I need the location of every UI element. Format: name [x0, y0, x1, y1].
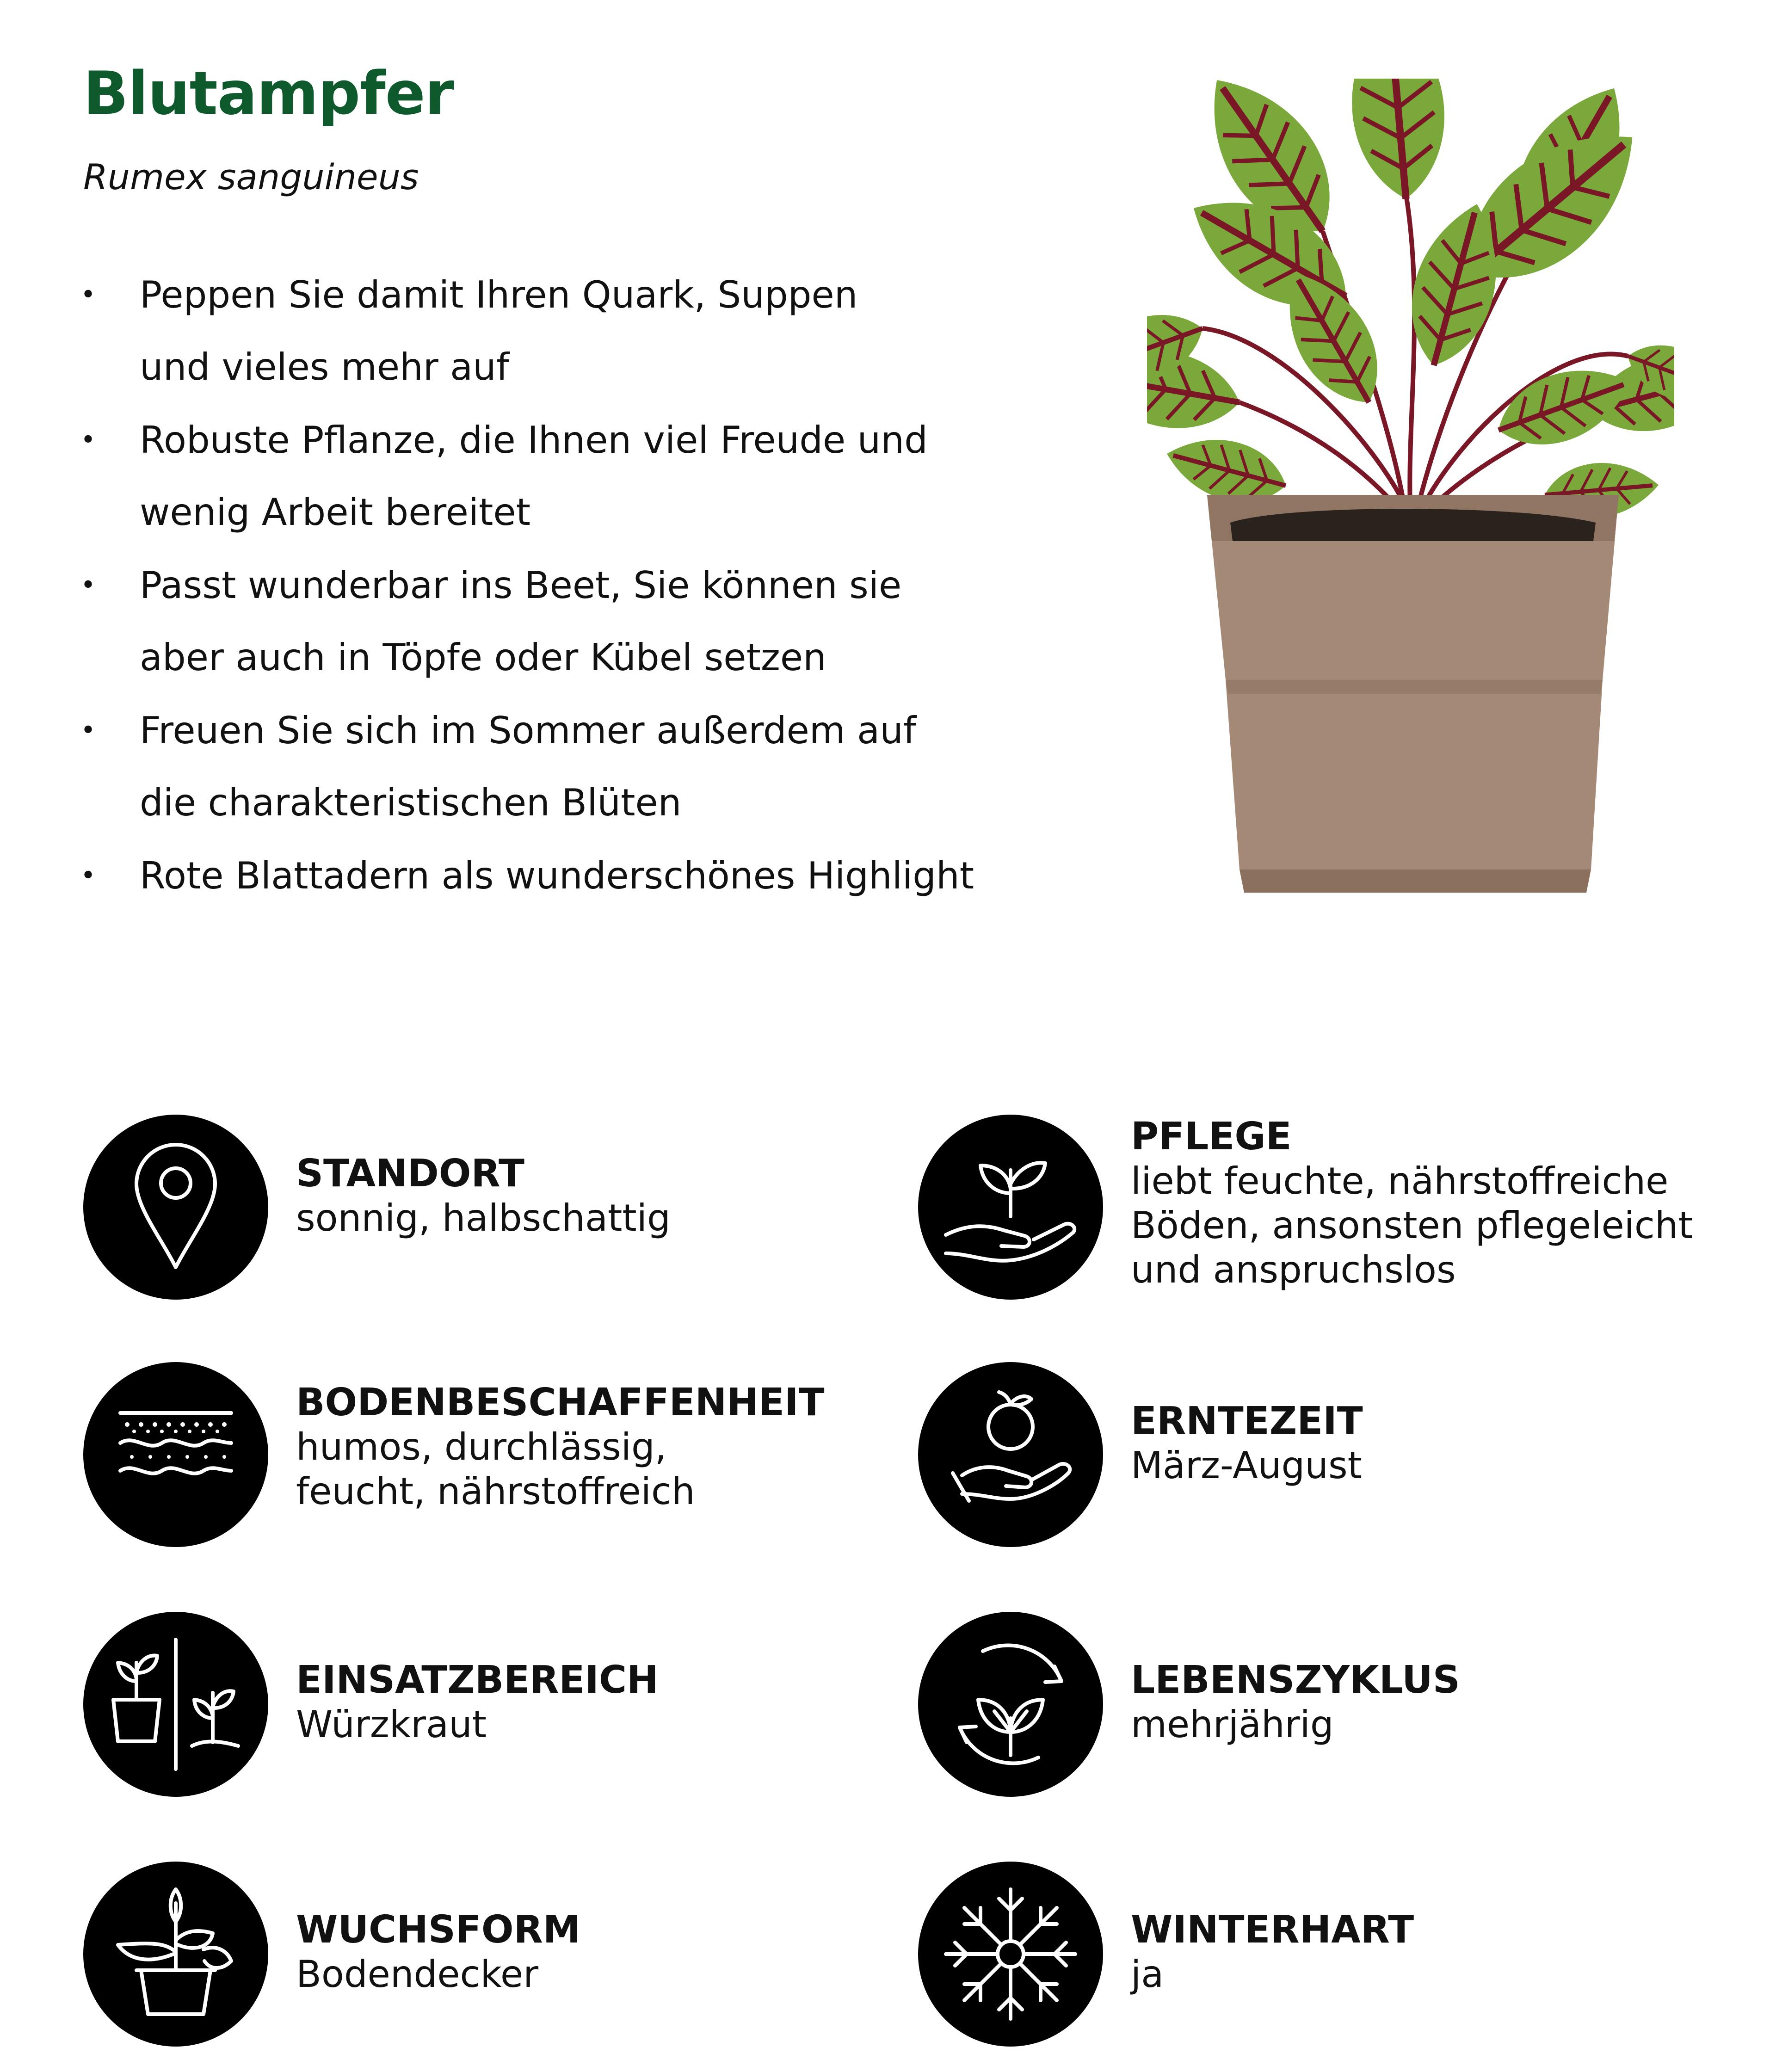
bullet-line: • Peppen Sie damit Ihren Quark, Suppen [140, 273, 858, 316]
feature-wuchs [83, 1862, 944, 2056]
lifecycle-leaf-icon [918, 1612, 1103, 1797]
potted-plant-icon [83, 1862, 268, 2047]
bullet-line: • Robuste Pflanze, die Ihnen viel Freude und [140, 419, 928, 462]
feature-value: und anspruchslos [1131, 1248, 1456, 1291]
feature-label: STANDORT [296, 1152, 524, 1196]
feature-value: feucht, nährstoffreich [296, 1470, 695, 1513]
bullet-line: • Passt wunderbar ins Beet, Sie können sie [140, 564, 902, 607]
feature-label: BODENBESCHAFFENHEIT [296, 1381, 825, 1424]
feature-label: WUCHSFORM [296, 1908, 581, 1952]
feature-bullet-list [79, 259, 1068, 913]
seedling-hand-icon [918, 1115, 1103, 1300]
feature-value: März-August [1131, 1444, 1362, 1487]
feature-value: Böden, ansonsten pflegeleicht [1131, 1204, 1693, 1247]
feature-leben [918, 1612, 1776, 1806]
bullet-line: • Freuen Sie sich im Sommer außerdem auf [140, 709, 917, 752]
snowflake-icon [918, 1862, 1103, 2047]
pot-and-ground-icon [83, 1612, 268, 1797]
product-photo [1147, 79, 1674, 911]
feature-label: EINSATZBEREICH [296, 1658, 659, 1702]
feature-label: ERNTEZEIT [1131, 1399, 1363, 1443]
bullet-line: wenig Arbeit bereitet [140, 491, 530, 534]
feature-winter [918, 1862, 1776, 2056]
feature-value: liebt feuchte, nährstoffreiche [1131, 1159, 1669, 1202]
feature-ernte [918, 1362, 1776, 1556]
bullet-item [79, 404, 1068, 549]
bullet-line: • Rote Blattadern als wunderschönes Highlight [140, 854, 974, 897]
bullet-item [79, 840, 1068, 912]
feature-pflege [918, 1115, 1776, 1309]
bullet-item [79, 549, 1068, 694]
bullet-line: und vieles mehr auf [140, 345, 510, 388]
feature-value: humos, durchlässig, [296, 1425, 667, 1468]
latin-name: Rumex sanguineus [83, 156, 419, 197]
feature-boden [83, 1362, 944, 1556]
page-title: Blutampfer [83, 59, 454, 128]
bullet-line: aber auch in Töpfe oder Kübel setzen [140, 636, 826, 679]
soil-layers-icon [83, 1362, 268, 1547]
bullet-line: die charakteristischen Blüten [140, 781, 682, 824]
feature-value: Würzkraut [296, 1703, 487, 1746]
bullet-item [79, 259, 1068, 403]
feature-value: Bodendecker [296, 1953, 539, 1996]
bullet-item [79, 695, 1068, 839]
feature-value: sonnig, halbschattig [296, 1196, 671, 1240]
feature-value: mehrjährig [1131, 1703, 1334, 1746]
feature-value: ja [1131, 1953, 1164, 1996]
location-pin-icon [83, 1115, 268, 1300]
feature-label: PFLEGE [1131, 1115, 1292, 1159]
feature-einsatz [83, 1612, 944, 1806]
feature-standort [83, 1115, 944, 1309]
fruit-hand-icon [918, 1362, 1103, 1547]
feature-label: LEBENSZYKLUS [1131, 1658, 1460, 1702]
feature-label: WINTERHART [1131, 1908, 1414, 1952]
